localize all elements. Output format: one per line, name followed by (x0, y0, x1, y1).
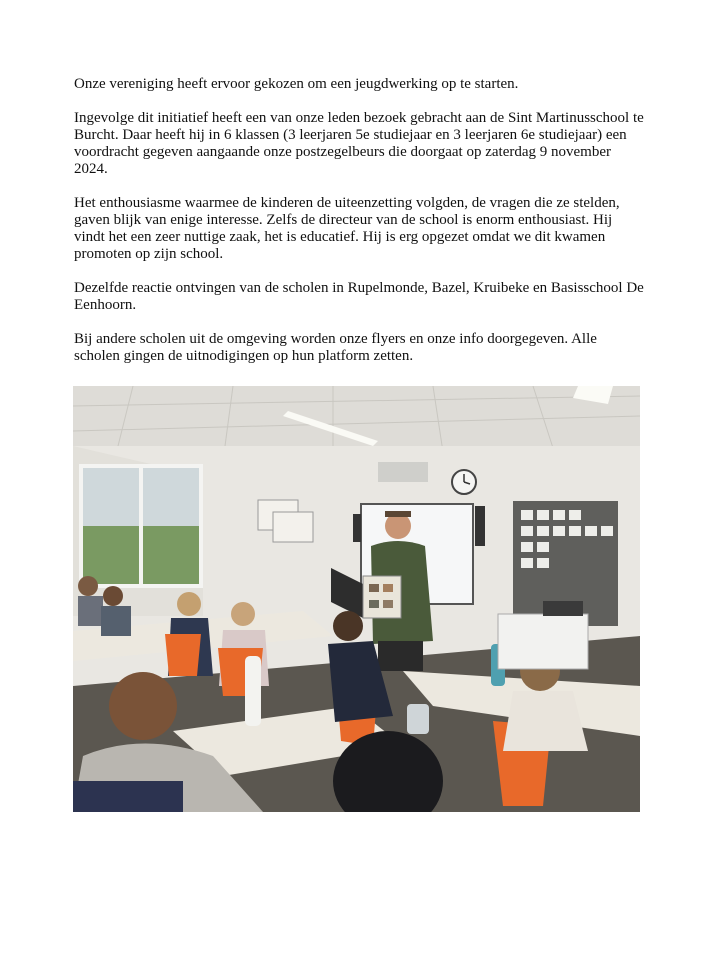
paragraph-intro: Onze vereniging heeft ervoor gekozen om een jeugdwerking op te starten. (74, 76, 519, 92)
paragraph-flyers: Bij andere scholen uit de omgeving worden onze flyers en onze info doorgegeven. Alle scholen gingen de uitnodigingen op hun platform zetten. (74, 331, 597, 364)
projector (378, 462, 428, 482)
paragraph-school-visit: Ingevolge dit initiatief heeft een van onze leden bezoek gebracht aan de Sint Martinusschool te Burcht. Daar heeft hij in 6 klassen (3 leerjaren 5e studiejaar en 3 leerjaren 6e studiejaar) een voordracht gegeven aangaande onze postzegelbeurs die doorgaat op zaterdag 9 november 2024. (74, 110, 644, 177)
student-head (109, 672, 177, 740)
chair (165, 634, 201, 676)
classroom-photo (73, 386, 640, 812)
article-text (74, 76, 644, 382)
water-bottle (245, 656, 261, 726)
paragraph-other-schools: Dezelfde reactie ontvingen van de scholen in Rupelmonde, Bazel, Kruibeke en Basisschool De Eenhoorn. (74, 280, 644, 313)
paragraph-enthusiasm: Het enthousiasme waarmee de kinderen de uiteenzetting volgden, de vragen die ze stelden, gaven blijk van enige interesse. Zelfs de directeur van de school is enorm enthousiast. Hij vindt het een zeer nuttige zaak, het is educatief. Hij is erg opgezet omdat we dit kwamen promoten op zijn school. (74, 195, 620, 262)
printer (498, 614, 588, 669)
